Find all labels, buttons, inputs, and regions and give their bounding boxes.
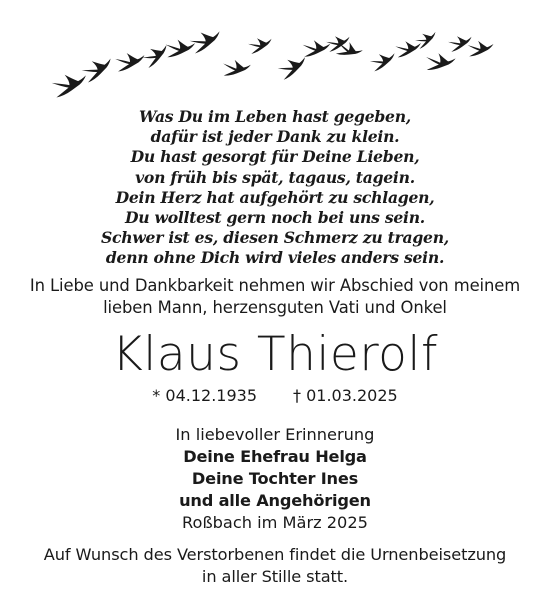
notice-line: in aller Stille statt. (201, 566, 349, 586)
poem-line: von früh bis spät, tagaus, tagein. (135, 167, 415, 187)
intro-line: lieben Mann, herzensguten Vati und Onkel (103, 298, 447, 317)
mourners-heading: In liebevoller Erinnerung (175, 425, 375, 444)
farewell-intro (0, 275, 550, 319)
mourners-block (0, 424, 550, 512)
mourner-name: Deine Tochter Ines (191, 469, 359, 488)
life-dates (0, 385, 550, 407)
poem-line: denn ohne Dich wird vieles anders sein. (105, 248, 445, 268)
deceased-name: Klaus Thierolf (111, 327, 439, 382)
mourner-name: und alle Angehörigen (179, 491, 371, 510)
poem-line: dafür ist jeder Dank zu klein. (150, 127, 400, 147)
poem-line: Dein Herz hat aufgehört zu schlagen, (115, 187, 435, 207)
poem-line: Du hast gesorgt für Deine Lieben, (130, 147, 420, 167)
place-and-date: Roßbach im März 2025 (182, 513, 368, 532)
notice-line: Auf Wunsch des Verstorbenen findet die Urnenbeisetzung (43, 545, 507, 564)
burial-notice (0, 544, 550, 587)
mourner-name: Deine Ehefrau Helga (183, 447, 367, 466)
death-date: † 01.03.2025 (293, 386, 398, 405)
poem-line: Du wolltest gern noch bei uns sein. (124, 208, 425, 228)
birth-date: * 04.12.1935 (152, 386, 257, 405)
poem-line: Was Du im Leben hast gegeben, (139, 107, 411, 126)
poem (0, 107, 550, 269)
flying-birds-icon (50, 28, 500, 108)
intro-line: In Liebe und Dankbarkeit nehmen wir Abschied von meinem (29, 276, 521, 295)
poem-line: Schwer ist es, diesen Schmerz zu tragen, (101, 228, 449, 248)
